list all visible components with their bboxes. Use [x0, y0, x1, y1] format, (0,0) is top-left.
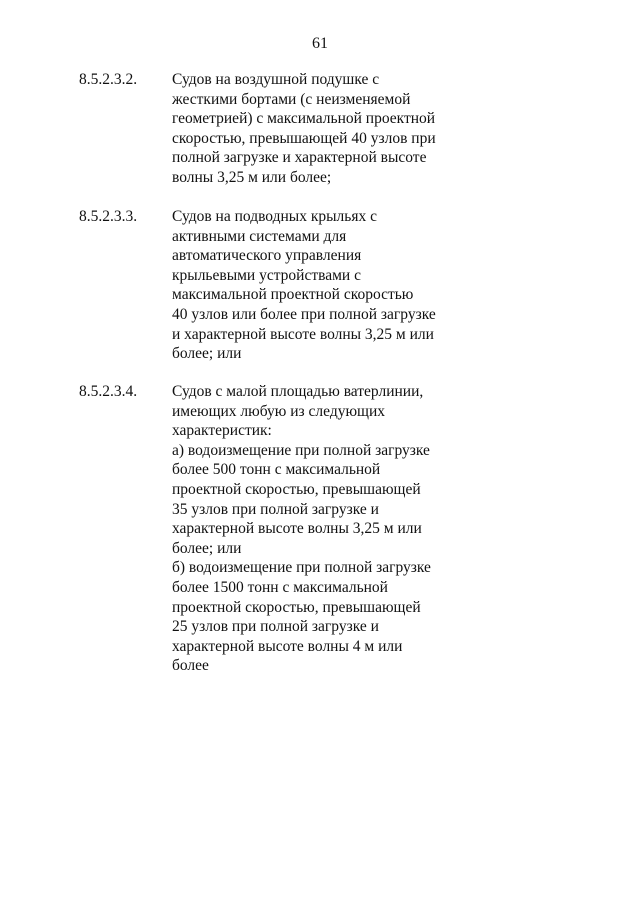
clause-text-line: более: [172, 657, 209, 675]
clause-text-line: Судов на подводных крыльях с: [172, 208, 377, 225]
clause-text-line: скоростью, превышающей 40 узлов при: [172, 129, 436, 147]
clause-text-line: автоматического управления: [172, 247, 362, 265]
clause-text-line: проектной скоростью, превышающей: [172, 480, 421, 498]
clause-text-line: жесткими бортами (с неизменяемой: [172, 90, 411, 108]
clause-text: [172, 382, 472, 676]
clause-text-line: волны 3,25 м или более;: [172, 168, 332, 186]
clause-text-line: имеющих любую из следующих: [172, 402, 386, 420]
clause-text: [172, 70, 472, 188]
clause-text-line: характеристик:: [172, 422, 272, 440]
clause-text-line: 40 узлов или более при полной загрузке: [172, 305, 436, 323]
clause-text-line: более 1500 тонн с максимальной: [172, 578, 388, 596]
clause-text-line: а) водоизмещение при полной загрузке: [172, 441, 430, 459]
clause-number: 8.5.2.3.2.: [79, 71, 138, 88]
clause-number: 8.5.2.3.4.: [79, 383, 138, 400]
clause-text-line: 35 узлов при полной загрузке и: [172, 500, 379, 518]
clause-text-line: крыльевыми устройствами с: [172, 266, 361, 284]
clause-text-line: максимальной проектной скоростью: [172, 286, 414, 304]
clause-text-line: 25 узлов при полной загрузке и: [172, 618, 379, 636]
clause-text: [172, 207, 472, 364]
clause-text-line: и характерной высоте волны 3,25 м или: [172, 325, 434, 343]
clause-text-line: активными системами для: [172, 227, 347, 245]
clause-text-line: Судов с малой площадью ватерлинии,: [172, 383, 424, 400]
clause-text-line: Судов на воздушной подушке с: [172, 71, 380, 88]
clause-text-line: характерной высоте волны 4 м или: [172, 637, 403, 655]
clause-text-line: геометрией) с максимальной проектной: [172, 110, 436, 128]
clause-number: 8.5.2.3.3.: [79, 208, 138, 225]
clause-text-line: более; или: [172, 345, 242, 363]
clause-text-line: более; или: [172, 539, 242, 557]
clause-text-line: проектной скоростью, превышающей: [172, 598, 421, 616]
clause-text-line: характерной высоте волны 3,25 м или: [172, 520, 422, 538]
clause-text-line: б) водоизмещение при полной загрузке: [172, 559, 431, 577]
page-number: 61: [312, 35, 328, 52]
clause-text-line: полной загрузке и характерной высоте: [172, 149, 427, 167]
clause-text-line: более 500 тонн с максимальной: [172, 461, 381, 479]
